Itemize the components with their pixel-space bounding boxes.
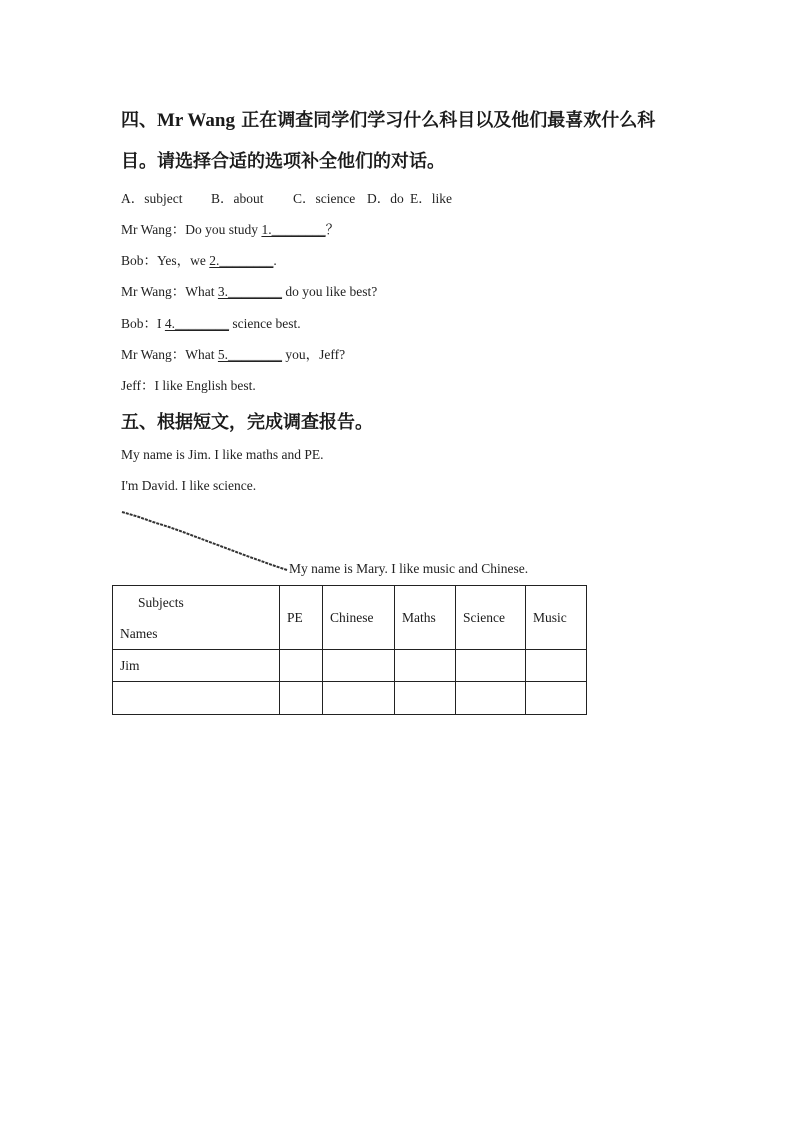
answer-cell-music[interactable] xyxy=(526,682,587,715)
table-row xyxy=(113,650,587,682)
column-header-music: Music xyxy=(526,586,587,650)
dialogue-speaker: Bob： xyxy=(121,316,158,331)
answer-cell-pe[interactable] xyxy=(280,650,323,682)
option-b: B．about xyxy=(211,191,264,206)
answer-cell-pe[interactable] xyxy=(280,682,323,715)
answer-cell-science[interactable] xyxy=(456,682,526,715)
table-corner-cell xyxy=(113,586,280,650)
dialogue-text: I like English best. xyxy=(154,378,256,393)
option-e: E．like xyxy=(410,191,452,206)
option-a: A．subject xyxy=(121,191,183,206)
answer-cell-maths[interactable] xyxy=(395,682,456,715)
options-row xyxy=(121,187,452,207)
section4-heading-text-1: 正在调查同学们学习什么科目以及他们最喜欢什么科 xyxy=(234,110,656,131)
dialogue-text: ？ xyxy=(325,222,340,237)
section4-heading-line2: 目。请选择合适的选项补全他们的对话。 xyxy=(121,151,445,172)
dialogue-speaker: Mr Wang： xyxy=(121,222,186,237)
dialogue-line-4 xyxy=(121,312,301,332)
section5-heading: 五、根据短文，完成调查报告。 xyxy=(121,412,373,433)
column-header-maths: Maths xyxy=(395,586,456,650)
answer-blank-4[interactable]: 4.________ xyxy=(164,316,230,331)
passage-line-mary: My name is Mary. I like music and Chinese. xyxy=(289,561,529,576)
dialogue-line-2 xyxy=(121,249,277,269)
option-c: C．science xyxy=(293,191,356,206)
answer-blank-3[interactable]: 3.________ xyxy=(217,284,283,299)
answer-cell-maths[interactable] xyxy=(395,650,456,682)
answer-cell-music[interactable] xyxy=(526,650,587,682)
corner-names-label: Names xyxy=(120,625,158,641)
dialogue-line-1 xyxy=(121,218,339,238)
dialogue-line-5 xyxy=(121,343,345,363)
dialogue-text: Do you study xyxy=(185,222,262,237)
dialogue-speaker: Mr Wang： xyxy=(121,284,186,299)
table-row xyxy=(113,682,587,715)
section4-heading-number: 四、 xyxy=(121,110,157,131)
answer-blank-5[interactable]: 5.________ xyxy=(217,347,283,362)
answer-blank-1[interactable]: 1.________ xyxy=(261,222,326,237)
row-name-cell: Jim xyxy=(113,650,280,682)
column-header-science: Science xyxy=(456,586,526,650)
dialogue-text: do you like best? xyxy=(282,284,378,299)
dialogue-text: science best. xyxy=(229,316,301,331)
option-d: D．do xyxy=(367,191,404,206)
column-header-pe: PE xyxy=(280,586,323,650)
dialogue-speaker: Jeff： xyxy=(121,378,155,393)
dialogue-text: What xyxy=(185,284,218,299)
table-header-row xyxy=(113,586,587,650)
passage-line-jim: My name is Jim. I like maths and PE. xyxy=(121,447,324,462)
dialogue-text: you，Jeff? xyxy=(282,347,346,362)
answer-blank-2[interactable]: 2.________ xyxy=(209,253,274,268)
dialogue-line-3 xyxy=(121,280,377,300)
row-name-cell[interactable] xyxy=(113,682,280,715)
passage-line-david: I'm David. I like science. xyxy=(121,478,257,493)
dialogue-speaker: Mr Wang： xyxy=(121,347,186,362)
section4-heading-line1 xyxy=(121,106,655,132)
dialogue-text: . xyxy=(273,253,277,268)
answer-cell-chinese[interactable] xyxy=(323,650,395,682)
column-header-chinese: Chinese xyxy=(323,586,395,650)
dialogue-speaker: Bob： xyxy=(121,253,158,268)
corner-subjects-label: Subjects xyxy=(138,594,184,610)
answer-cell-chinese[interactable] xyxy=(323,682,395,715)
section4-heading-name: Mr Wang xyxy=(157,110,235,131)
dialogue-text: Yes，we xyxy=(157,253,210,268)
dialogue-text: What xyxy=(185,347,218,362)
dialogue-text: I xyxy=(157,316,165,331)
diagonal-divider-line xyxy=(119,508,294,574)
dialogue-line-6 xyxy=(121,374,256,394)
answer-cell-science[interactable] xyxy=(456,650,526,682)
survey-table xyxy=(112,585,587,715)
